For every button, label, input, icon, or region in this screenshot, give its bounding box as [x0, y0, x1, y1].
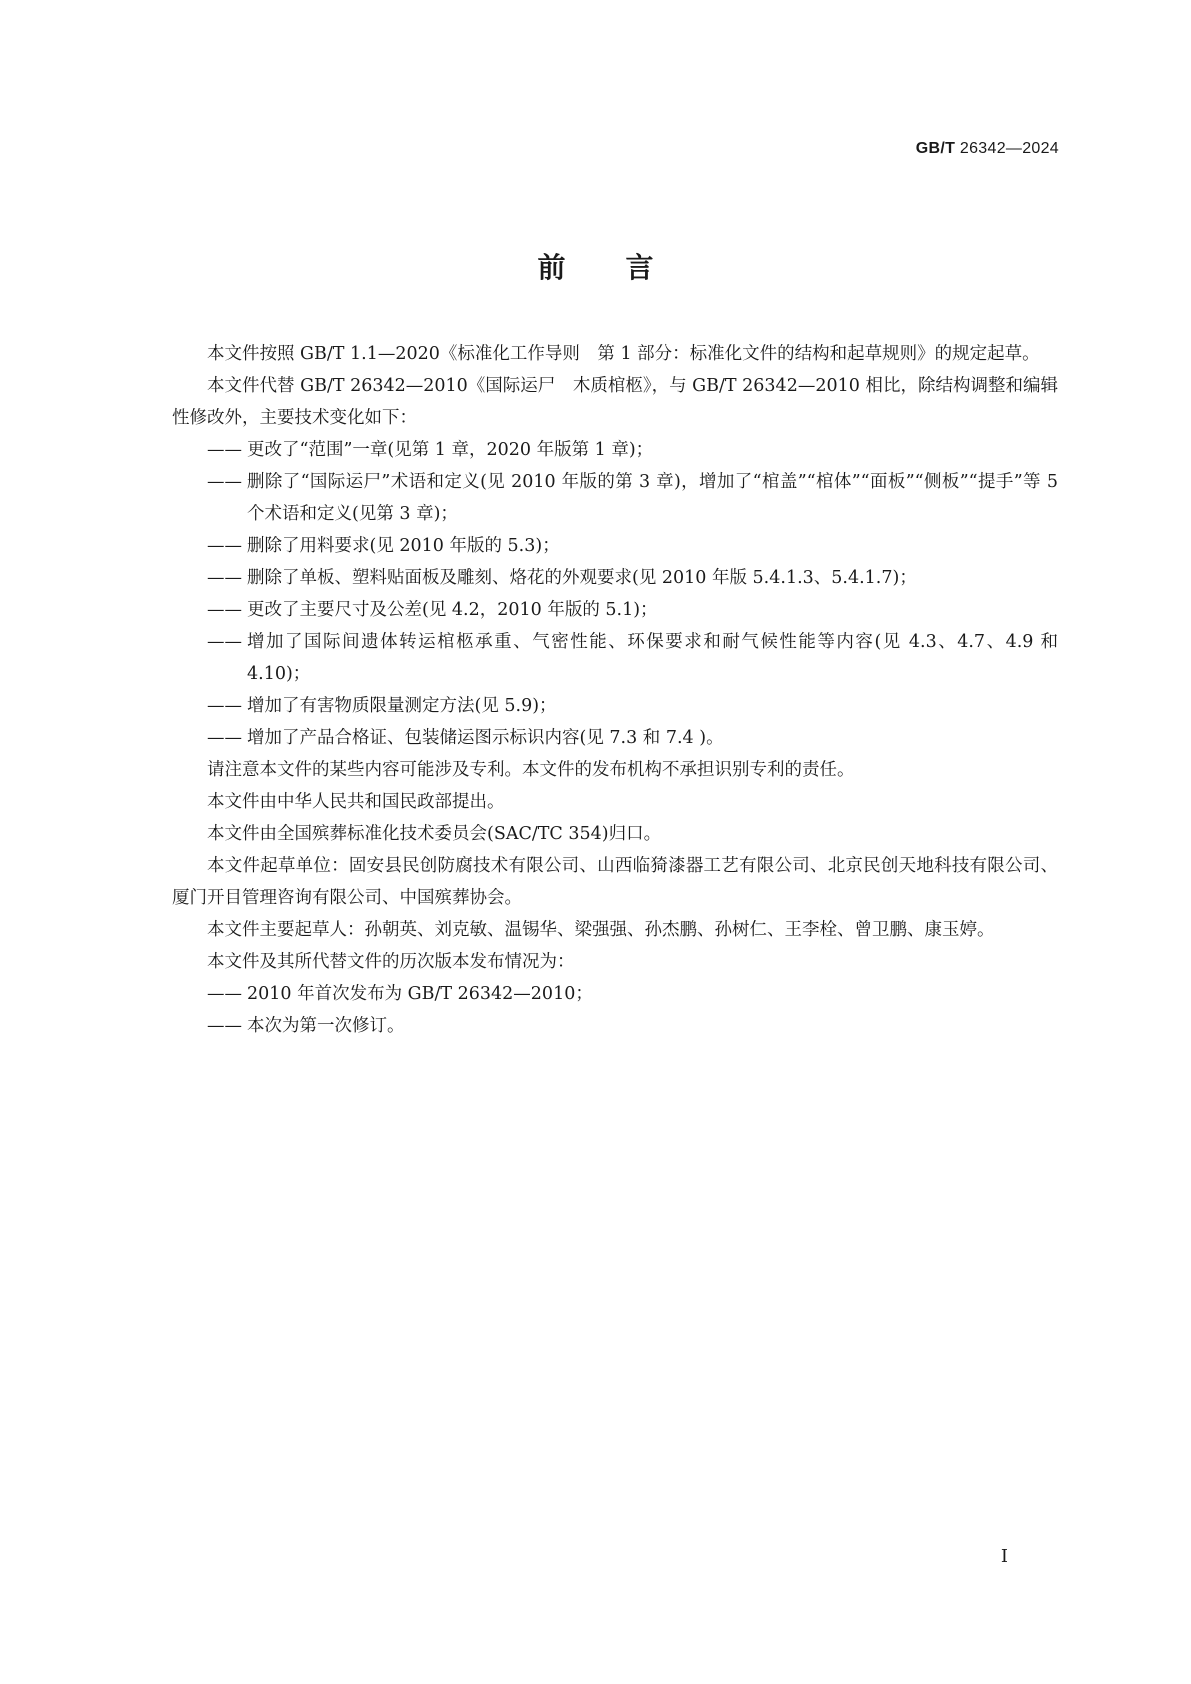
dash-marker: ——: [207, 536, 242, 556]
list-item-text: 更改了主要尺寸及公差(见 4.2，2010 年版的 5.1)；: [247, 600, 658, 620]
dash-marker: ——: [207, 632, 242, 652]
list-item-text: 删除了“国际运尸”术语和定义(见 2010 年版的第 3 章)，增加了“棺盖”“棺体”“面板”“侧板”“提手”等 5 个术语和定义(见第 3 章)；: [247, 472, 1058, 524]
history-item: [172, 978, 1058, 1010]
paragraph-committee: 本文件由全国殡葬标准化技术委员会(SAC/TC 354)归口。: [207, 824, 662, 844]
standard-code-number: 26342—2024: [955, 140, 1059, 157]
paragraph-history-intro: 本文件及其所代替文件的历次版本发布情况为：: [207, 952, 575, 972]
standard-code: [916, 140, 1059, 158]
list-item: [172, 626, 1058, 690]
list-item: [172, 594, 1058, 626]
foreword-body: [172, 338, 1058, 1042]
paragraph-basis: 本文件按照 GB/T 1.1—2020《标准化工作导则 第 1 部分：标准化文件的结构和起草规则》的规定起草。: [207, 344, 1040, 364]
paragraph-proposer: 本文件由中华人民共和国民政部提出。: [207, 792, 505, 812]
dash-marker: ——: [207, 472, 242, 492]
paragraph-drafters: 本文件主要起草人：孙朝英、刘克敏、温锡华、梁强强、孙杰鹏、孙树仁、王李栓、曾卫鹏、康玉婷。: [207, 920, 995, 940]
dash-marker: ——: [207, 440, 242, 460]
page-title: 前言: [537, 251, 714, 284]
list-item-text: 更改了“范围”一章(见第 1 章，2020 年版第 1 章)；: [247, 440, 654, 460]
dash-marker: ——: [207, 568, 242, 588]
list-item-text: 删除了用料要求(见 2010 年版的 5.3)；: [247, 536, 560, 556]
list-item: [172, 690, 1058, 722]
list-item-text: 删除了单板、塑料贴面板及雕刻、烙花的外观要求(见 2010 年版 5.4.1.3、5.4.1.7)；: [247, 568, 917, 588]
list-item: [172, 466, 1058, 530]
list-item-text: 增加了国际间遗体转运棺柩承重、气密性能、环保要求和耐气候性能等内容(见 4.3、4.7、4.9 和 4.10)；: [247, 632, 1058, 684]
dash-marker: ——: [207, 1016, 242, 1036]
list-item: [172, 434, 1058, 466]
list-item-text: 增加了产品合格证、包装储运图示标识内容(见 7.3 和 7.4 )。: [247, 728, 724, 748]
paragraph-replacement: 本文件代替 GB/T 26342—2010《国际运尸 木质棺柩》，与 GB/T 26342—2010 相比，除结构调整和编辑性修改外，主要技术变化如下：: [172, 376, 1058, 428]
dash-marker: ——: [207, 696, 242, 716]
list-item: [172, 562, 1058, 594]
dash-marker: ——: [207, 984, 242, 1004]
page-number: I: [1000, 1546, 1008, 1567]
history-item-text: 本次为第一次修订。: [247, 1016, 405, 1036]
history-item: [172, 1010, 1058, 1042]
dash-marker: ——: [207, 728, 242, 748]
standard-code-prefix: GB/T: [915, 140, 956, 157]
paragraph-patent-notice: 请注意本文件的某些内容可能涉及专利。本文件的发布机构不承担识别专利的责任。: [207, 760, 855, 780]
list-item-text: 增加了有害物质限量测定方法(见 5.9)；: [247, 696, 557, 716]
dash-marker: ——: [207, 600, 242, 620]
history-item-text: 2010 年首次发布为 GB/T 26342—2010；: [247, 984, 593, 1004]
list-item: [172, 722, 1058, 754]
list-item: [172, 530, 1058, 562]
paragraph-drafting-units: 本文件起草单位：固安县民创防腐技术有限公司、山西临猗漆器工艺有限公司、北京民创天地科技有限公司、厦门开目管理咨询有限公司、中国殡葬协会。: [172, 856, 1058, 908]
